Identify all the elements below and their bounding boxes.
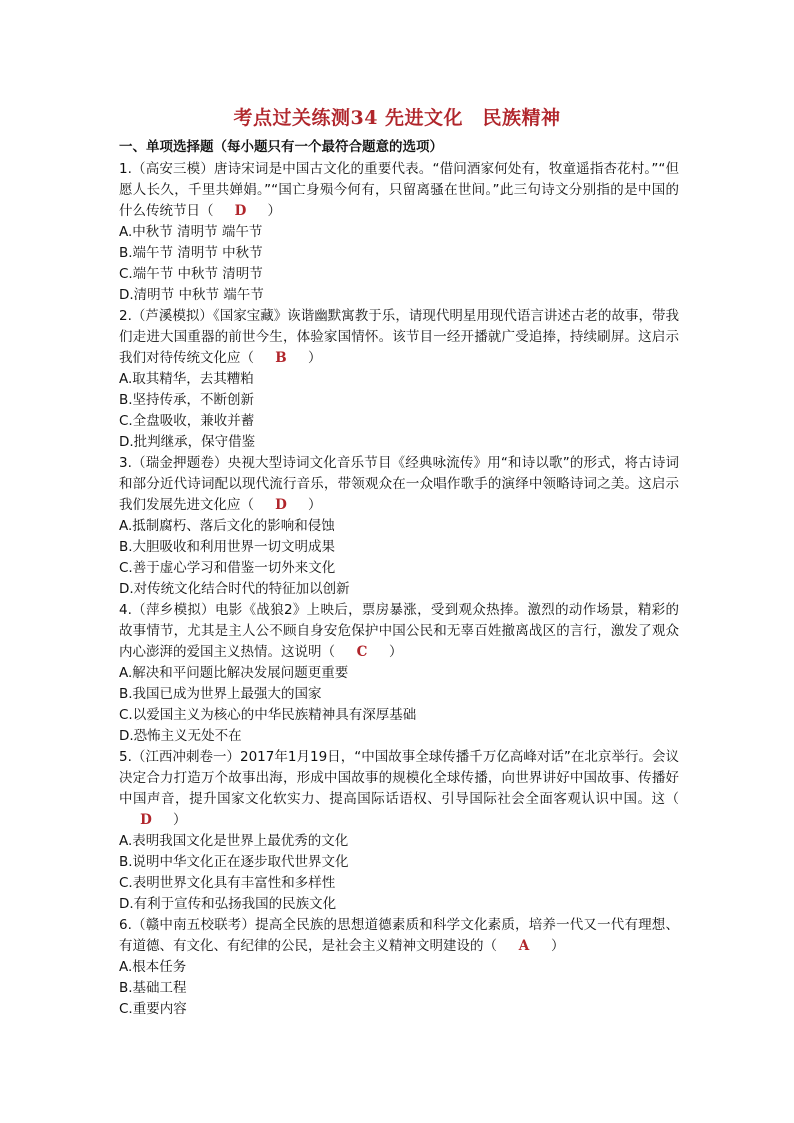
option-b: B.说明中华文化正在逐步取代世界文化 bbox=[119, 854, 349, 870]
answer-mark: A bbox=[518, 938, 530, 954]
option-d: D.批判继承，保守借鉴 bbox=[119, 434, 256, 450]
question-4 bbox=[119, 600, 679, 747]
question-stem-text: 4.（萍乡模拟）电影《战狼2》上映后，票房暴涨，受到观众热捧。激烈的动作场景，精彩的故事情节，尤其是主人公不顾自身安危保护中国公民和无辜百姓撤离战区的言行，激发了观众内心澎湃的爱国主义热情。这说明（ bbox=[119, 602, 679, 660]
option-c: C.全盘吸收，兼收并蓄 bbox=[119, 413, 255, 429]
option-a: A.中秋节 清明节 端午节 bbox=[119, 224, 263, 240]
option-d: D.对传统文化结合时代的特征加以创新 bbox=[119, 581, 350, 597]
question-stem-text: 2.（芦溪模拟）《国家宝藏》诙谐幽默寓教于乐，请现代明星用现代语言讲述古老的故事，带我们走进大国重器的前世今生，体验家国情怀。该节目一经开播就广受追捧，持续刷屏。这启示我们对待传统文化应（ bbox=[119, 308, 679, 366]
option-c: C.善于虚心学习和借鉴一切外来文化 bbox=[119, 560, 336, 576]
option-d: D.有利于宣传和弘扬我国的民族文化 bbox=[119, 896, 337, 912]
option-c: C.端午节 中秋节 清明节 bbox=[119, 266, 263, 282]
document-body bbox=[119, 137, 679, 1020]
option-b: B.大胆吸收和利用世界一切文明成果 bbox=[119, 539, 336, 555]
option-d: D.恐怖主义无处不在 bbox=[119, 728, 242, 744]
question-stem-close: ） bbox=[308, 350, 322, 366]
question-stem bbox=[119, 747, 679, 831]
option-c: C.表明世界文化具有丰富性和多样性 bbox=[119, 875, 336, 891]
question-stem bbox=[119, 453, 679, 516]
option-a: A.抵制腐朽、落后文化的影响和侵蚀 bbox=[119, 518, 335, 534]
question-stem-close: ） bbox=[173, 812, 187, 828]
question-stem-close: ） bbox=[267, 203, 281, 219]
section-heading: 一、单项选择题（每小题只有一个最符合题意的选项） bbox=[119, 139, 443, 155]
question-stem-close: ） bbox=[551, 938, 565, 954]
answer-mark: D bbox=[234, 203, 247, 219]
question-stem-text: 1.（高安三模）唐诗宋词是中国古文化的重要代表。“借问酒家何处有，牧童遥指杏花村。”“但愿人长久，千里共婵娟。”“国亡身殒今何有，只留离骚在世间。”此三句诗文分别指的是中国的什么传统节日（ bbox=[119, 161, 679, 219]
option-b: B.端午节 清明节 中秋节 bbox=[119, 245, 263, 261]
option-b: B.基础工程 bbox=[119, 980, 187, 996]
page-title: 考点过关练测34 先进文化 民族精神 bbox=[233, 107, 561, 129]
option-a: A.表明我国文化是世界上最优秀的文化 bbox=[119, 833, 349, 849]
question-stem bbox=[119, 600, 679, 663]
option-a: A.解决和平问题比解决发展问题更重要 bbox=[119, 665, 349, 681]
question-stem bbox=[119, 915, 679, 957]
answer-mark: D bbox=[275, 497, 287, 513]
question-stem-text: 3.（瑞金押题卷）央视大型诗词文化音乐节目《经典咏流传》用“和诗以歌”的形式，将古诗词和部分近代诗词配以现代流行音乐，带领观众在一众唱作歌手的演绎中领略诗词之美。这启示我们发展先进文化应（ bbox=[119, 455, 679, 513]
question-2 bbox=[119, 306, 679, 453]
question-stem-text: 5.（江西冲刺卷一）2017年1月19日，“中国故事全球传播千万亿高峰对话”在北京举行。会议决定合力打造万个故事出海，形成中国故事的规模化全球传播，向世界讲好中国故事、传播好中国声音，提升国家文化软实力、提高国际话语权、引导国际社会全面客观认识中国。这（ bbox=[119, 749, 679, 807]
option-b: B.我国已成为世界上最强大的国家 bbox=[119, 686, 322, 702]
question-1 bbox=[119, 159, 679, 306]
question-3 bbox=[119, 453, 679, 600]
option-b: B.坚持传承，不断创新 bbox=[119, 392, 255, 408]
option-a: A.根本任务 bbox=[119, 959, 187, 975]
answer-mark: B bbox=[275, 350, 287, 366]
question-5 bbox=[119, 747, 679, 915]
answer-mark: C bbox=[356, 644, 368, 660]
answer-mark: D bbox=[140, 812, 152, 828]
option-a: A.取其精华，去其糟粕 bbox=[119, 371, 254, 387]
question-stem-close: ） bbox=[308, 497, 322, 513]
option-c: C.以爱国主义为核心的中华民族精神具有深厚基础 bbox=[119, 707, 417, 723]
question-stem-close: ） bbox=[389, 644, 403, 660]
option-c: C.重要内容 bbox=[119, 1001, 187, 1017]
question-6 bbox=[119, 915, 679, 1020]
question-stem bbox=[119, 306, 679, 369]
question-stem bbox=[119, 159, 679, 222]
option-d: D.清明节 中秋节 端午节 bbox=[119, 287, 264, 303]
question-stem-text: 6.（赣中南五校联考）提高全民族的思想道德素质和科学文化素质，培养一代又一代有理想、有道德、有文化、有纪律的公民，是社会主义精神文明建设的（ bbox=[119, 917, 679, 954]
